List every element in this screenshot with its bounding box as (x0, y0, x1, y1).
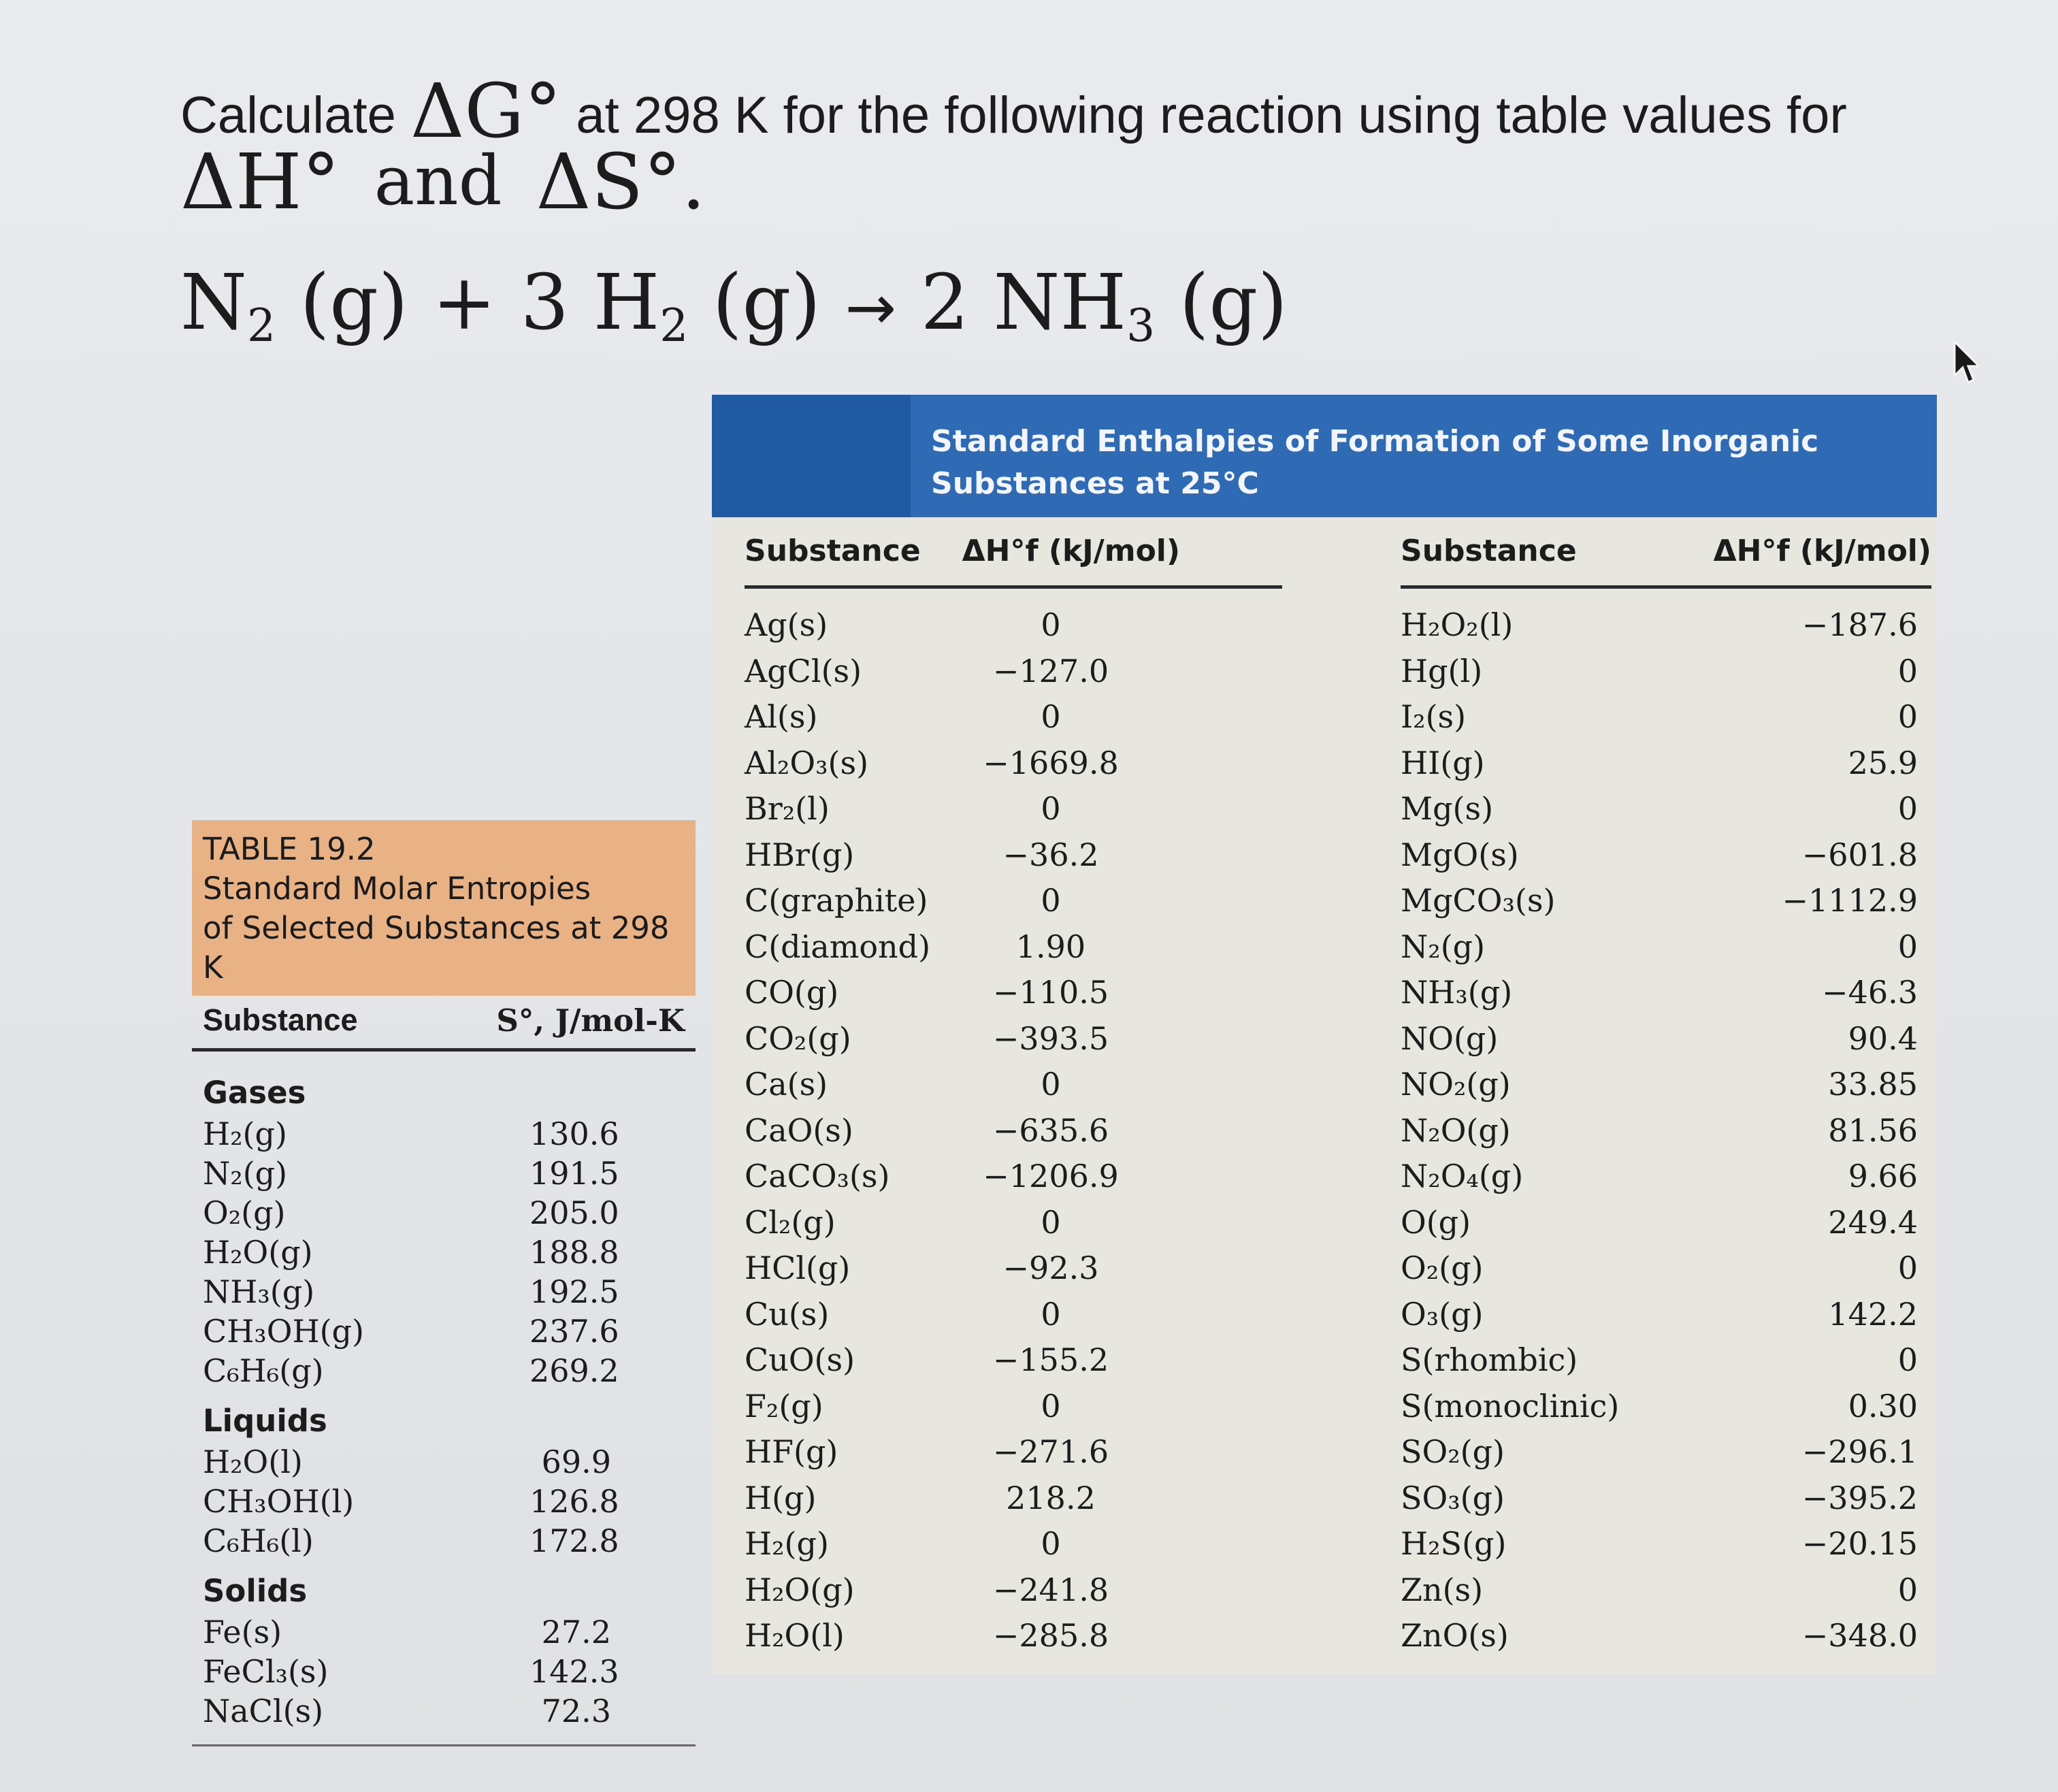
table-row (1401, 1429, 1931, 1476)
title-bar-accent (712, 395, 911, 517)
value-cell: −187.6 (1801, 606, 1918, 643)
table-row (745, 832, 1282, 879)
substance-cell: HF(g) (745, 1433, 838, 1470)
substance-cell: NO₂(g) (1401, 1066, 1511, 1103)
enthalpy-left-header (745, 517, 1282, 589)
substance-cell: MgO(s) (1401, 836, 1519, 873)
value-cell: −271.6 (992, 1433, 1109, 1470)
enthalpy-left-column (745, 517, 1282, 1674)
table-row (203, 1612, 685, 1652)
caption-table-number: TABLE 19.2 (203, 831, 376, 867)
value-cell: −1669.8 (983, 744, 1119, 781)
value-cell: 0 (1897, 1341, 1918, 1378)
value-cell: 90.4 (1848, 1020, 1918, 1057)
col-enthalpy: ΔH°f (kJ/mol) (962, 534, 1180, 568)
substance-cell: N₂(g) (1401, 928, 1486, 965)
substance-cell: N₂(g) (203, 1155, 288, 1192)
table-row (203, 1351, 685, 1390)
question-prefix: Calculate (180, 86, 396, 144)
table-row (1401, 1200, 1931, 1246)
value-cell: 0 (1041, 1387, 1061, 1424)
group-heading: Liquids (203, 1403, 327, 1439)
substance-cell: O₃(g) (1401, 1295, 1484, 1333)
table-row (745, 1200, 1282, 1246)
substance-cell: H₂S(g) (1401, 1525, 1507, 1562)
value-cell: −635.6 (992, 1111, 1109, 1149)
question-mid: at 298 K for the following reaction using table values for (576, 86, 1847, 144)
table-row (1401, 970, 1931, 1016)
eq-rhs: 2 NH (920, 259, 1127, 347)
value-cell: 142.2 (1828, 1295, 1918, 1333)
substance-cell: Mg(s) (1401, 790, 1494, 827)
substance-cell: H₂O₂(l) (1401, 606, 1514, 643)
table-row (745, 786, 1282, 832)
table-row (1401, 1337, 1931, 1384)
substance-cell: HBr(g) (745, 836, 855, 873)
substance-cell: I₂(s) (1401, 698, 1467, 735)
substance-cell: ZnO(s) (1401, 1617, 1509, 1654)
enthalpy-title-bar (712, 395, 1937, 517)
substance-cell: NH₃(g) (203, 1273, 315, 1310)
table-row (203, 1521, 685, 1561)
value-cell: 0 (1897, 698, 1918, 735)
and-word: and (374, 141, 502, 221)
col-substance: Substance (203, 1003, 358, 1037)
substance-cell: CH₃OH(l) (203, 1483, 355, 1520)
sentence-end: . (681, 138, 706, 227)
enthalpy-table-title (931, 421, 1884, 505)
value-cell: 191.5 (529, 1155, 619, 1192)
table-row (745, 649, 1282, 695)
table-row (1401, 878, 1931, 924)
table-row (745, 1476, 1282, 1522)
table-row (1401, 602, 1931, 649)
table-row (203, 1114, 685, 1154)
col-enthalpy: ΔH°f (kJ/mol) (1713, 534, 1931, 568)
col-substance: Substance (1401, 534, 1577, 568)
value-cell: 269.2 (529, 1352, 619, 1389)
table-row (745, 1292, 1282, 1338)
entropy-table-body (192, 1052, 696, 1746)
value-cell: 218.2 (1006, 1479, 1096, 1516)
table-row (745, 602, 1282, 649)
value-cell: 0 (1041, 882, 1061, 919)
table-row (745, 970, 1282, 1016)
table-row (1401, 1476, 1931, 1522)
table-row (1401, 1613, 1931, 1659)
title-line-1: Standard Enthalpies of Formation of Some Inorganic (931, 424, 1819, 459)
substance-cell: F₂(g) (745, 1387, 823, 1424)
substance-cell: C₆H₆(l) (203, 1522, 314, 1559)
substance-cell: Fe(s) (203, 1614, 282, 1650)
substance-cell: NaCl(s) (203, 1693, 324, 1729)
table-row (745, 1613, 1282, 1659)
substance-cell: HCl(g) (745, 1250, 851, 1286)
question-line-1 (180, 67, 1950, 154)
value-cell: −395.2 (1801, 1479, 1918, 1516)
substance-cell: Al₂O₃(s) (745, 744, 869, 781)
value-cell: 25.9 (1848, 744, 1918, 781)
substance-cell: Hg(l) (1401, 652, 1483, 689)
substance-cell: C₆H₆(g) (203, 1352, 324, 1389)
substance-cell: N₂O(g) (1401, 1111, 1511, 1149)
value-cell: 33.85 (1828, 1066, 1918, 1103)
substance-cell: Zn(s) (1401, 1571, 1484, 1608)
substance-cell: H₂O(l) (745, 1617, 845, 1654)
table-row (1401, 1521, 1931, 1567)
table-row (203, 1233, 685, 1272)
caption-line-3: of Selected Substances at 298 K (203, 910, 670, 985)
table-row (1401, 1108, 1931, 1154)
substance-cell: H₂(g) (203, 1115, 287, 1152)
substance-cell: C(graphite) (745, 882, 928, 919)
table-row (1401, 1062, 1931, 1108)
value-cell: −20.15 (1801, 1525, 1918, 1562)
value-cell: −36.2 (1002, 836, 1099, 873)
table-row (1401, 740, 1931, 787)
substance-cell: Ag(s) (745, 606, 828, 643)
eq-nh-sub: 3 (1126, 299, 1156, 352)
value-cell: 9.66 (1848, 1158, 1918, 1194)
col-entropy: S°, J/mol-K (496, 1003, 685, 1039)
table-row (203, 1691, 685, 1731)
table-row (1401, 649, 1931, 695)
value-cell: 0.30 (1848, 1387, 1918, 1424)
substance-cell: O(g) (1401, 1203, 1471, 1241)
substance-cell: H₂O(g) (745, 1571, 855, 1608)
substance-cell: H₂O(g) (203, 1234, 313, 1271)
table-row (1401, 1292, 1931, 1338)
value-cell: −296.1 (1801, 1433, 1918, 1470)
value-cell: −601.8 (1801, 836, 1918, 873)
table-row (1401, 924, 1931, 971)
substance-cell: SO₂(g) (1401, 1433, 1505, 1470)
table-row (203, 1193, 685, 1233)
value-cell: 0 (1041, 1295, 1061, 1333)
value-cell: 205.0 (529, 1194, 619, 1231)
value-cell: −393.5 (992, 1020, 1109, 1057)
substance-cell: CaCO₃(s) (745, 1158, 890, 1194)
entropy-table (192, 820, 696, 1746)
value-cell: −241.8 (992, 1571, 1109, 1608)
delta-g-symbol: ΔG° (410, 67, 562, 154)
value-cell: −285.8 (992, 1617, 1109, 1654)
substance-cell: CH₃OH(g) (203, 1313, 364, 1350)
substance-cell: S(monoclinic) (1401, 1387, 1620, 1424)
entropy-table-header (192, 996, 696, 1052)
value-cell: 0 (1041, 790, 1061, 827)
value-cell: 1.90 (1015, 928, 1086, 965)
value-cell: 72.3 (541, 1693, 611, 1729)
value-cell: −110.5 (992, 974, 1109, 1011)
substance-cell: MgCO₃(s) (1401, 882, 1556, 919)
table-row (203, 1482, 685, 1521)
substance-cell: HI(g) (1401, 744, 1485, 781)
value-cell: 0 (1041, 1203, 1061, 1241)
enthalpy-left-rows (745, 589, 1282, 1659)
table-row (203, 1272, 685, 1312)
eq-h-sub: 2 (659, 299, 689, 352)
value-cell: 172.8 (529, 1522, 619, 1559)
table-row (745, 694, 1282, 740)
substance-cell: FeCl₃(s) (203, 1653, 329, 1690)
value-cell: 188.8 (529, 1234, 619, 1271)
caption-line-2: Standard Molar Entropies (203, 870, 591, 907)
table-row (745, 1062, 1282, 1108)
value-cell: 0 (1897, 1571, 1918, 1608)
eq-part-1: (g) + 3 H (299, 259, 660, 347)
mouse-pointer-icon (1952, 340, 1979, 385)
group-heading: Solids (203, 1573, 308, 1609)
substance-cell: S(rhombic) (1401, 1341, 1578, 1378)
table-row (745, 1567, 1282, 1614)
value-cell: 0 (1041, 698, 1061, 735)
substance-cell: Ca(s) (745, 1066, 828, 1103)
value-cell: 142.3 (529, 1653, 619, 1690)
table-row (203, 1154, 685, 1193)
substance-cell: AgCl(s) (745, 652, 862, 689)
table-row (745, 1384, 1282, 1430)
substance-cell: SO₃(g) (1401, 1479, 1505, 1516)
value-cell: 249.4 (1828, 1203, 1918, 1241)
table-row (745, 1521, 1282, 1567)
arrow-right-icon: → (845, 272, 897, 344)
value-cell: 0 (1897, 652, 1918, 689)
enthalpy-table (712, 395, 1937, 1674)
reaction-equation (180, 259, 1288, 352)
question-text (180, 67, 1950, 227)
substance-cell: H(g) (745, 1479, 817, 1516)
substance-cell: O₂(g) (203, 1194, 286, 1231)
substance-cell: O₂(g) (1401, 1250, 1484, 1286)
table-row (203, 1312, 685, 1351)
entropy-table-caption (192, 820, 696, 996)
value-cell: 0 (1897, 928, 1918, 965)
substance-cell: CuO(s) (745, 1341, 855, 1378)
delta-s-symbol: ΔS° (536, 138, 682, 227)
value-cell: 192.5 (529, 1273, 619, 1310)
substance-cell: H₂O(l) (203, 1444, 303, 1480)
table-row (745, 1154, 1282, 1200)
group-heading: Gases (203, 1075, 306, 1111)
value-cell: 0 (1041, 1066, 1061, 1103)
value-cell: 69.9 (541, 1444, 611, 1480)
eq-n: N (180, 259, 247, 347)
table-row (203, 1652, 685, 1691)
value-cell: −127.0 (992, 652, 1109, 689)
value-cell: 130.6 (529, 1115, 619, 1152)
substance-cell: N₂O₄(g) (1401, 1158, 1524, 1194)
enthalpy-right-column (1401, 517, 1931, 1674)
substance-cell: NO(g) (1401, 1020, 1499, 1057)
value-cell: 126.8 (529, 1483, 619, 1520)
substance-cell: Cl₂(g) (745, 1203, 836, 1241)
table-row (1401, 786, 1931, 832)
table-row (745, 1108, 1282, 1154)
title-line-2: Substances at 25°C (931, 466, 1259, 501)
question-line-2 (180, 138, 1950, 227)
eq-n-sub: 2 (247, 299, 276, 352)
substance-cell: H₂(g) (745, 1525, 829, 1562)
substance-cell: Al(s) (745, 698, 818, 735)
value-cell: 81.56 (1828, 1111, 1918, 1149)
value-cell: −46.3 (1822, 974, 1918, 1011)
value-cell: 0 (1041, 1525, 1061, 1562)
table-row (745, 878, 1282, 924)
eq-part-3: (g) (1179, 259, 1288, 347)
substance-cell: CaO(s) (745, 1111, 853, 1149)
delta-h-symbol: ΔH° (180, 138, 340, 227)
table-row (1401, 832, 1931, 879)
enthalpy-right-header (1401, 517, 1931, 589)
table-row (745, 924, 1282, 971)
substance-cell: Br₂(l) (745, 790, 830, 827)
value-cell: 0 (1897, 1250, 1918, 1286)
value-cell: −348.0 (1801, 1617, 1918, 1654)
table-row (1401, 1384, 1931, 1430)
col-substance: Substance (745, 534, 921, 568)
value-cell: −92.3 (1002, 1250, 1099, 1286)
substance-cell: Cu(s) (745, 1295, 830, 1333)
table-row (203, 1442, 685, 1482)
table-row (1401, 1016, 1931, 1062)
value-cell: 27.2 (541, 1614, 611, 1650)
table-row (1401, 1567, 1931, 1614)
substance-cell: NH₃(g) (1401, 974, 1513, 1011)
value-cell: −1206.9 (983, 1158, 1119, 1194)
table-row (745, 1016, 1282, 1062)
table-row (745, 1245, 1282, 1292)
substance-cell: CO(g) (745, 974, 839, 1011)
eq-part-2: (g) (712, 259, 821, 347)
value-cell: 237.6 (529, 1313, 619, 1350)
value-cell: −155.2 (992, 1341, 1109, 1378)
substance-cell: C(diamond) (745, 928, 931, 965)
table-row (1401, 1245, 1931, 1292)
table-row (745, 740, 1282, 787)
value-cell: 0 (1897, 790, 1918, 827)
enthalpy-right-rows (1401, 589, 1931, 1659)
value-cell: −1112.9 (1782, 882, 1918, 919)
substance-cell: CO₂(g) (745, 1020, 851, 1057)
table-row (1401, 694, 1931, 740)
table-row (745, 1429, 1282, 1476)
table-row (1401, 1154, 1931, 1200)
table-row (745, 1337, 1282, 1384)
value-cell: 0 (1041, 606, 1061, 643)
